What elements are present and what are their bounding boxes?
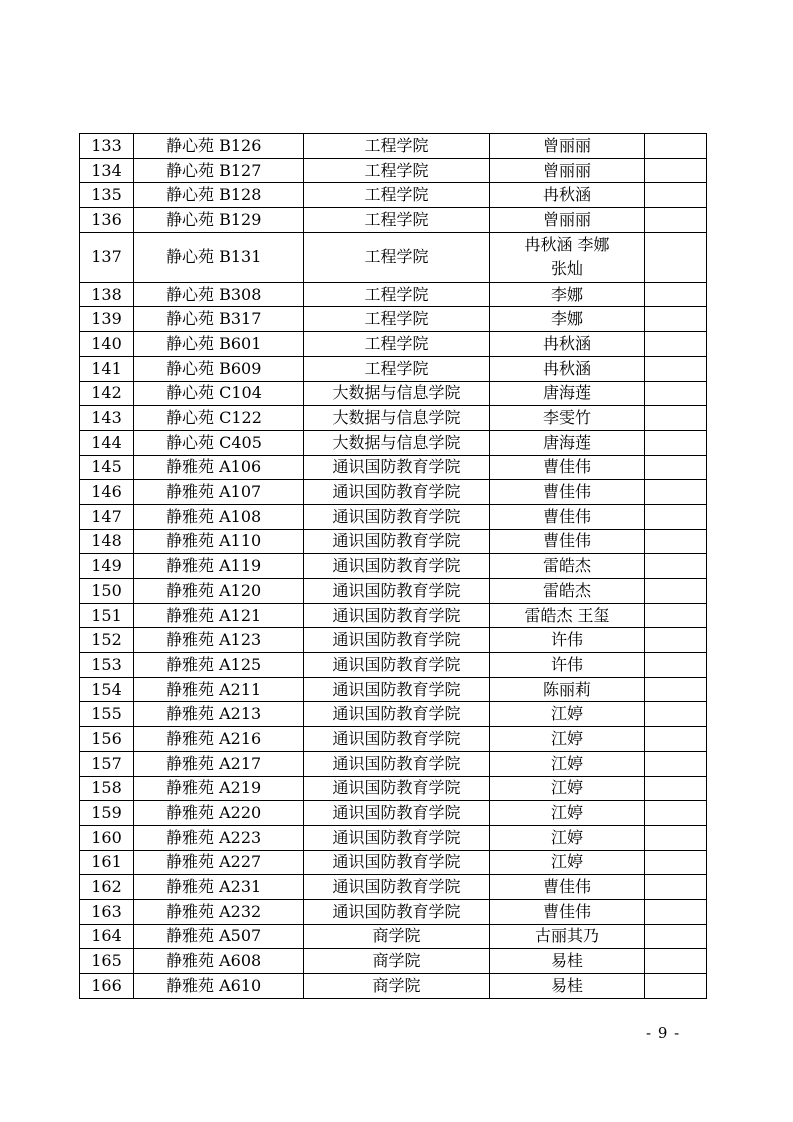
college-cell: 通识国防教育学院 [304,727,490,752]
table-row [80,430,707,455]
row-number-cell: 142 [80,381,134,406]
table-row [80,677,707,702]
person-cell: 曹佳伟 [490,899,645,924]
person-cell: 江婷 [490,825,645,850]
note-cell [645,924,707,949]
college-cell: 工程学院 [304,208,490,233]
note-cell [645,825,707,850]
table-row [80,850,707,875]
person-cell: 冉秋涵 [490,356,645,381]
room-cell: 静心苑 B609 [134,356,304,381]
person-cell: 陈丽莉 [490,677,645,702]
note-cell [645,653,707,678]
note-cell [645,480,707,505]
row-number-cell: 157 [80,751,134,776]
room-cell: 静雅苑 A110 [134,529,304,554]
person-cell: 易桂 [490,974,645,999]
person-cell: 雷皓杰 王玺 [490,603,645,628]
college-cell: 工程学院 [304,183,490,208]
note-cell [645,406,707,431]
note-cell [645,307,707,332]
row-number-cell: 133 [80,134,134,159]
college-cell: 大数据与信息学院 [304,381,490,406]
row-number-cell: 146 [80,480,134,505]
college-cell: 通识国防教育学院 [304,504,490,529]
room-cell: 静心苑 B317 [134,307,304,332]
table-row [80,924,707,949]
table-row [80,628,707,653]
note-cell [645,603,707,628]
room-cell: 静心苑 B128 [134,183,304,208]
table-row [80,603,707,628]
room-cell: 静雅苑 A123 [134,628,304,653]
note-cell [645,183,707,208]
room-cell: 静雅苑 A220 [134,801,304,826]
person-cell: 李娜 [490,282,645,307]
table-row [80,232,707,282]
table-row [80,158,707,183]
table-body [80,134,707,999]
room-cell: 静雅苑 A610 [134,974,304,999]
person-cell: 曹佳伟 [490,455,645,480]
note-cell [645,702,707,727]
room-cell: 静雅苑 A216 [134,727,304,752]
person-cell: 李雯竹 [490,406,645,431]
row-number-cell: 149 [80,554,134,579]
college-cell: 通识国防教育学院 [304,628,490,653]
college-cell: 通识国防教育学院 [304,603,490,628]
college-cell: 工程学院 [304,158,490,183]
college-cell: 商学院 [304,949,490,974]
person-cell: 曹佳伟 [490,504,645,529]
row-number-cell: 162 [80,875,134,900]
row-number-cell: 156 [80,727,134,752]
college-cell: 通识国防教育学院 [304,677,490,702]
room-cell: 静雅苑 A106 [134,455,304,480]
table-row [80,480,707,505]
college-cell: 通识国防教育学院 [304,702,490,727]
table-row [80,554,707,579]
person-cell: 曾丽丽 [490,158,645,183]
table-row [80,356,707,381]
college-cell: 大数据与信息学院 [304,430,490,455]
college-cell: 工程学院 [304,232,490,282]
note-cell [645,158,707,183]
note-cell [645,332,707,357]
person-cell-text: 冉秋涵 李娜 张灿 [524,235,610,279]
row-number-cell: 166 [80,974,134,999]
person-cell: 江婷 [490,776,645,801]
row-number-cell: 154 [80,677,134,702]
person-cell: 唐海莲 [490,381,645,406]
note-cell [645,875,707,900]
room-cell: 静雅苑 A125 [134,653,304,678]
row-number-cell: 163 [80,899,134,924]
note-cell [645,776,707,801]
college-cell: 大数据与信息学院 [304,406,490,431]
table-row [80,801,707,826]
person-cell [490,232,645,282]
note-cell [645,579,707,604]
person-cell: 唐海莲 [490,430,645,455]
note-cell [645,949,707,974]
college-cell: 通识国防教育学院 [304,480,490,505]
row-number-cell: 137 [80,232,134,282]
note-cell [645,282,707,307]
college-cell: 通识国防教育学院 [304,825,490,850]
college-cell: 通识国防教育学院 [304,776,490,801]
room-cell: 静雅苑 A223 [134,825,304,850]
table-row [80,899,707,924]
person-cell: 曾丽丽 [490,134,645,159]
room-cell: 静心苑 B127 [134,158,304,183]
person-cell: 李娜 [490,307,645,332]
person-cell: 易桂 [490,949,645,974]
row-number-cell: 158 [80,776,134,801]
note-cell [645,850,707,875]
room-cell: 静雅苑 A120 [134,579,304,604]
person-cell: 江婷 [490,751,645,776]
room-cell: 静心苑 B126 [134,134,304,159]
person-cell: 曹佳伟 [490,480,645,505]
college-cell: 工程学院 [304,134,490,159]
row-number-cell: 152 [80,628,134,653]
college-cell: 通识国防教育学院 [304,801,490,826]
table-row [80,974,707,999]
note-cell [645,628,707,653]
note-cell [645,430,707,455]
table-row [80,307,707,332]
person-cell: 曾丽丽 [490,208,645,233]
room-cell: 静雅苑 A219 [134,776,304,801]
row-number-cell: 143 [80,406,134,431]
person-cell: 雷皓杰 [490,554,645,579]
row-number-cell: 147 [80,504,134,529]
college-cell: 商学院 [304,924,490,949]
row-number-cell: 165 [80,949,134,974]
note-cell [645,727,707,752]
person-cell: 许伟 [490,628,645,653]
table-row [80,653,707,678]
note-cell [645,751,707,776]
row-number-cell: 153 [80,653,134,678]
row-number-cell: 144 [80,430,134,455]
college-cell: 通识国防教育学院 [304,455,490,480]
room-cell: 静雅苑 A231 [134,875,304,900]
note-cell [645,455,707,480]
person-cell: 雷皓杰 [490,579,645,604]
row-number-cell: 140 [80,332,134,357]
college-cell: 通识国防教育学院 [304,554,490,579]
table-row [80,727,707,752]
room-cell: 静雅苑 A608 [134,949,304,974]
table-row [80,702,707,727]
room-cell: 静雅苑 A227 [134,850,304,875]
college-cell: 通识国防教育学院 [304,529,490,554]
room-cell: 静雅苑 A213 [134,702,304,727]
row-number-cell: 141 [80,356,134,381]
room-cell: 静雅苑 A121 [134,603,304,628]
note-cell [645,899,707,924]
table-row [80,332,707,357]
table-row [80,579,707,604]
table-row [80,529,707,554]
room-cell: 静心苑 B601 [134,332,304,357]
note-cell [645,529,707,554]
person-cell: 江婷 [490,702,645,727]
note-cell [645,801,707,826]
person-cell: 古丽其乃 [490,924,645,949]
row-number-cell: 164 [80,924,134,949]
row-number-cell: 161 [80,850,134,875]
college-cell: 工程学院 [304,307,490,332]
person-cell: 江婷 [490,850,645,875]
person-cell: 冉秋涵 [490,183,645,208]
college-cell: 通识国防教育学院 [304,751,490,776]
person-cell: 江婷 [490,801,645,826]
table-row [80,406,707,431]
college-cell: 通识国防教育学院 [304,579,490,604]
room-cell: 静雅苑 A507 [134,924,304,949]
table-row [80,504,707,529]
table-row [80,208,707,233]
row-number-cell: 135 [80,183,134,208]
college-cell: 工程学院 [304,332,490,357]
note-cell [645,677,707,702]
note-cell [645,232,707,282]
table-row [80,134,707,159]
college-cell: 工程学院 [304,356,490,381]
page-number: - 9 - [646,1024,681,1042]
person-cell: 曹佳伟 [490,529,645,554]
row-number-cell: 155 [80,702,134,727]
note-cell [645,554,707,579]
room-cell: 静心苑 B131 [134,232,304,282]
note-cell [645,134,707,159]
college-cell: 通识国防教育学院 [304,899,490,924]
note-cell [645,504,707,529]
room-cell: 静心苑 B129 [134,208,304,233]
person-cell: 许伟 [490,653,645,678]
room-cell: 静心苑 C122 [134,406,304,431]
row-number-cell: 145 [80,455,134,480]
table-row [80,825,707,850]
table-row [80,282,707,307]
room-cell: 静心苑 C405 [134,430,304,455]
college-cell: 通识国防教育学院 [304,653,490,678]
room-assignment-table [79,133,707,999]
row-number-cell: 159 [80,801,134,826]
person-cell: 冉秋涵 [490,332,645,357]
room-cell: 静雅苑 A211 [134,677,304,702]
note-cell [645,356,707,381]
table-row [80,875,707,900]
row-number-cell: 148 [80,529,134,554]
table-row [80,776,707,801]
table-row [80,381,707,406]
person-cell: 曹佳伟 [490,875,645,900]
table-row [80,751,707,776]
table-row [80,949,707,974]
note-cell [645,208,707,233]
college-cell: 通识国防教育学院 [304,850,490,875]
note-cell [645,974,707,999]
room-cell: 静雅苑 A232 [134,899,304,924]
room-cell: 静雅苑 A217 [134,751,304,776]
room-cell: 静雅苑 A119 [134,554,304,579]
room-cell: 静雅苑 A107 [134,480,304,505]
college-cell: 商学院 [304,974,490,999]
row-number-cell: 138 [80,282,134,307]
person-cell: 江婷 [490,727,645,752]
room-cell: 静雅苑 A108 [134,504,304,529]
table-row [80,455,707,480]
row-number-cell: 151 [80,603,134,628]
row-number-cell: 134 [80,158,134,183]
college-cell: 工程学院 [304,282,490,307]
table-row [80,183,707,208]
row-number-cell: 139 [80,307,134,332]
row-number-cell: 150 [80,579,134,604]
college-cell: 通识国防教育学院 [304,875,490,900]
room-cell: 静心苑 C104 [134,381,304,406]
row-number-cell: 160 [80,825,134,850]
row-number-cell: 136 [80,208,134,233]
room-cell: 静心苑 B308 [134,282,304,307]
note-cell [645,381,707,406]
